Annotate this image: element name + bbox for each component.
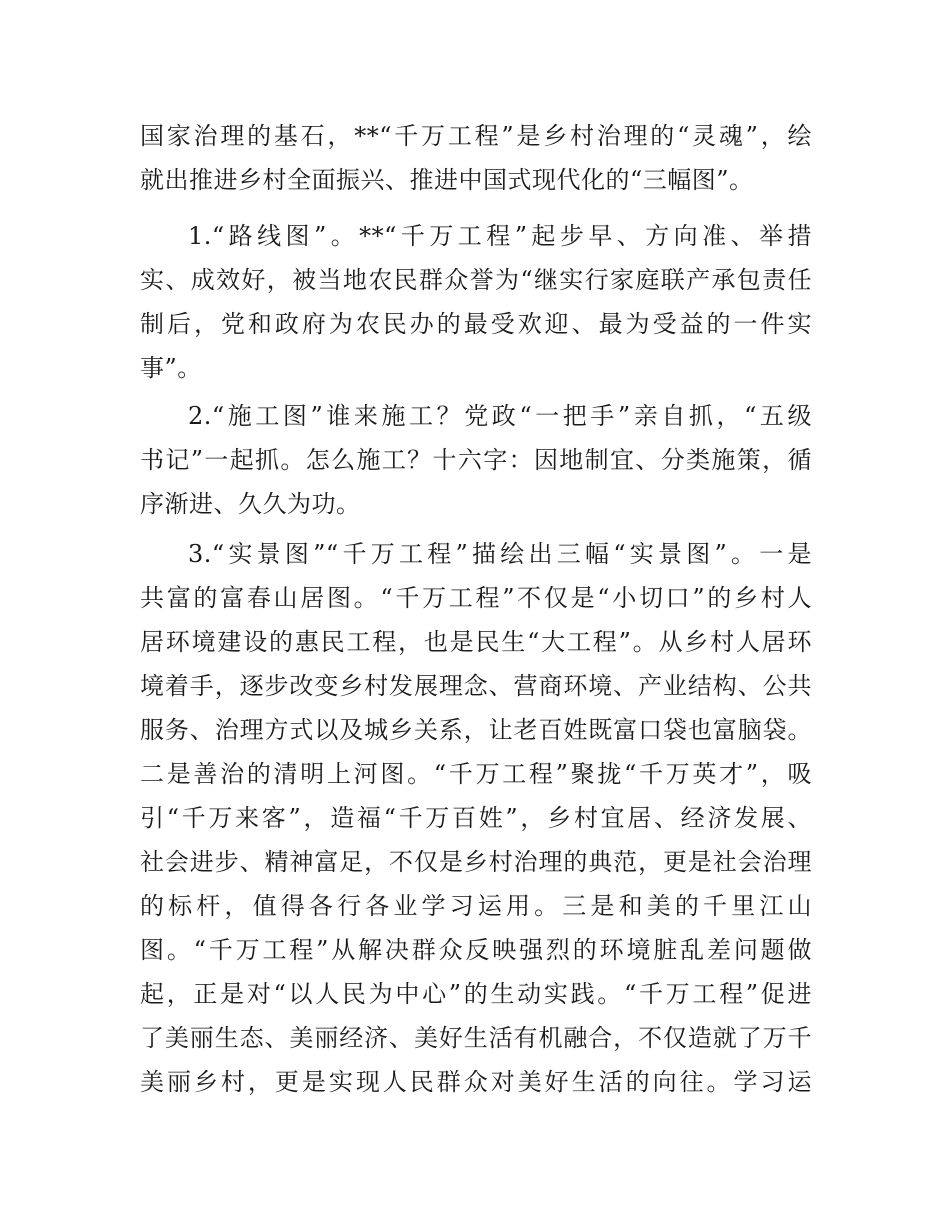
text-line: 共富的富春山居图。“千万工程”不仅是“小切口”的乡村人 [140,584,812,612]
text-line: 图。“千万工程”从解决群众反映强烈的环境脏乱差问题做 [140,936,812,964]
text-line: 序渐进、久久为功。 [140,490,361,518]
text-line: 书记”一起抓。怎么施工？十六字：因地制宜、分类施策，循 [140,446,812,474]
text-line: 国家治理的基石，**“千万工程”是乡村治理的“灵魂”，绘 [140,122,812,150]
text-line: 二是善治的清明上河图。“千万工程”聚拢“千万英才”，吸 [140,760,812,788]
text-line: 了美丽生态、美丽经济、美好生活有机融合，不仅造就了万千 [140,1024,812,1052]
text-line: 1.“路线图”。**“千万工程”起步早、方向准、举措 [188,222,812,250]
text-line: 引“千万来客”，造福“千万百姓”，乡村宜居、经济发展、 [140,804,812,832]
text-line: 居环境建设的惠民工程，也是民生“大工程”。从乡村人居环 [140,628,812,656]
text-line: 就出推进乡村全面振兴、推进中国式现代化的“三幅图”。 [140,166,754,194]
text-line: 境着手，逐步改变乡村发展理念、营商环境、产业结构、公共 [140,672,812,700]
text-line: 美丽乡村，更是实现人民群众对美好生活的向往。学习运 [140,1068,812,1096]
text-line: 2.“施工图”谁来施工？党政“一把手”亲自抓，“五级 [188,402,812,430]
paragraph-reality [140,532,812,1104]
text-line: 社会进步、精神富足，不仅是乡村治理的典范，更是社会治理 [140,848,812,876]
paragraph-construction [140,394,812,526]
text-line: 实、成效好，被当地农民群众誉为“继实行家庭联产承包责任 [140,266,812,294]
text-line: 制后，党和政府为农民办的最受欢迎、最为受益的一件实 [140,310,812,338]
text-line: 的标杆，值得各行各业学习运用。三是和美的千里江山 [140,892,812,920]
paragraph-roadmap [140,214,812,390]
paragraph-intro [140,114,812,202]
text-line: 起，正是对“以人民为中心”的生动实践。“千万工程”促进 [140,980,812,1008]
text-line: 3.“实景图”“千万工程”描绘出三幅“实景图”。一是 [188,540,812,568]
text-line: 服务、治理方式以及城乡关系，让老百姓既富口袋也富脑袋。 [140,716,812,744]
text-line: 事”。 [140,354,202,382]
